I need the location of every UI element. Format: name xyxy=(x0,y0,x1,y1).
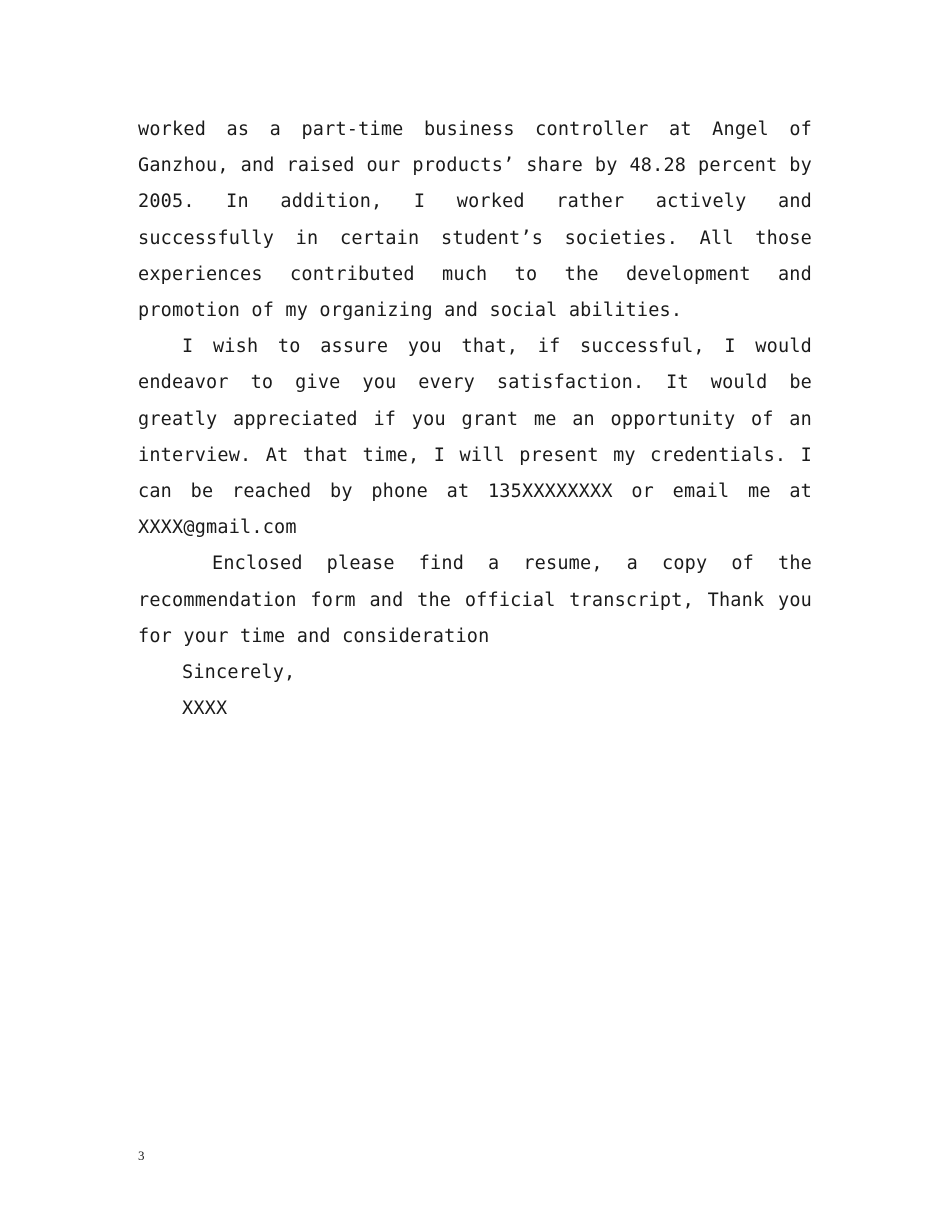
paragraph-enclosure: Enclosed please find a resume, a copy of the recommendation form and the official transcript, Thank you for your time and consideration xyxy=(138,553,812,647)
signature: XXXX xyxy=(182,698,228,720)
closing-salutation: Sincerely, xyxy=(182,662,296,684)
paragraph-experience: worked as a part-time business controller at Angel of Ganzhou, and raised our products’ share by 48.28 percent by 2005. In addition, I worked rather actively and successfully in certain student’s societies. All those experiences contributed much to the development and promotion of my organizing and social abilities. xyxy=(138,119,812,322)
page-number: 3 xyxy=(138,1148,145,1163)
letter-body xyxy=(138,112,812,727)
paragraph-assurance: I wish to assure you that, if successful, I would endeavor to give you every satisfaction. It would be greatly appreciated if you grant me an opportunity of an interview. At that time, I will present my credentials. I can be reached by phone at 135XXXXXXXX or email me at XXXX@gmail.com xyxy=(138,336,812,539)
